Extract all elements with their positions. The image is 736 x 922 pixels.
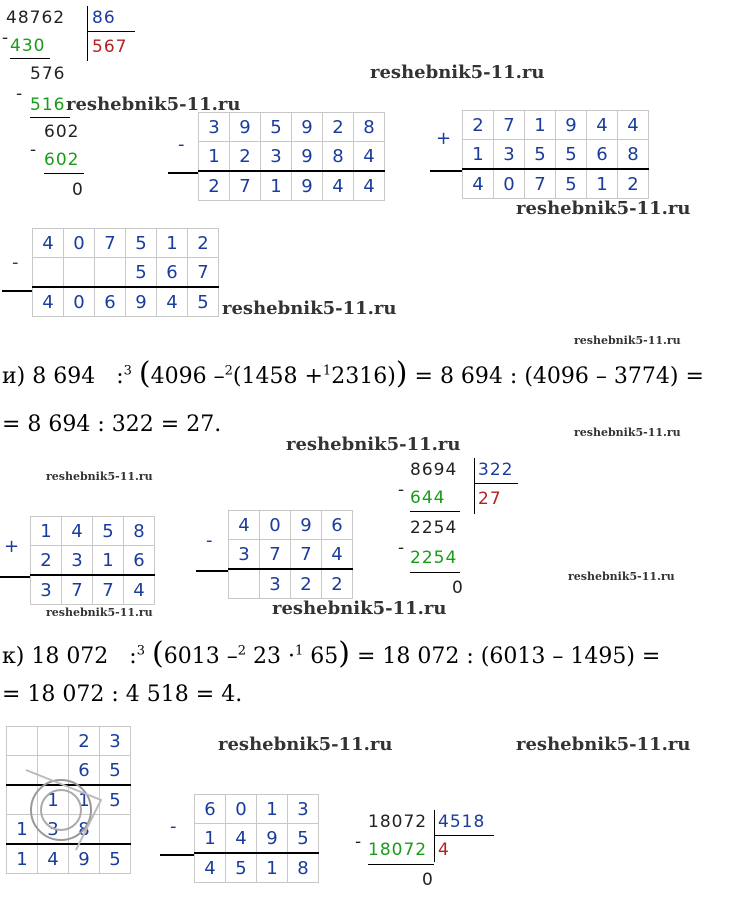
digit: 0 (260, 511, 291, 540)
digit: 2 (618, 169, 649, 199)
digit: 9 (292, 171, 323, 201)
operator: : (129, 644, 137, 669)
paren: ) (338, 636, 350, 671)
digit: 0 (226, 795, 257, 824)
digit: 3 (229, 540, 260, 570)
order-number: 2 (224, 363, 233, 379)
order-number: 3 (123, 363, 132, 379)
rule (168, 172, 198, 174)
digit: 8 (288, 853, 319, 883)
divisor: 86 (92, 8, 116, 28)
digit: 4 (323, 171, 354, 201)
digit: 1 (257, 853, 288, 883)
digit: 1 (195, 824, 226, 854)
digit: 4 (587, 111, 618, 140)
final-remainder: 0 (452, 578, 464, 598)
digit: 2 (323, 113, 354, 142)
digit (229, 569, 260, 599)
digit: 0 (494, 169, 525, 199)
division-bar-vertical (87, 6, 88, 61)
rule (430, 170, 462, 172)
digit: 1 (31, 517, 62, 546)
paren: ( (232, 364, 242, 389)
digit: 6 (69, 756, 100, 786)
digit: 9 (257, 824, 288, 854)
digit: 4 (229, 511, 260, 540)
digit: 4 (322, 540, 353, 570)
watermark: reshebnik5-11.ru (66, 94, 241, 115)
digit: 7 (188, 258, 219, 288)
watermark: reshebnik5-11.ru (272, 598, 447, 619)
digit: 2 (188, 229, 219, 258)
digit (33, 258, 64, 288)
digit: 1 (587, 169, 618, 199)
column-subtraction-2 (32, 228, 219, 317)
rule (0, 576, 30, 578)
watermark: reshebnik5-11.ru (370, 62, 545, 83)
digit: 3 (31, 575, 62, 605)
digit: 1 (38, 785, 69, 815)
digit: 4 (226, 824, 257, 854)
digit: 5 (226, 853, 257, 883)
column-addition-2 (30, 516, 155, 605)
digit: 0 (64, 229, 95, 258)
digit: 4 (618, 111, 649, 140)
digit: 4 (33, 287, 64, 317)
subtrahend-2: 2254 (410, 548, 458, 568)
eq-label: и) 8 694 (2, 364, 96, 389)
watermark: reshebnik5-11.ru (574, 426, 681, 439)
digit: 5 (525, 140, 556, 170)
operator: : (116, 364, 124, 389)
final-remainder: 0 (72, 180, 84, 200)
minus-sign: - (12, 252, 19, 273)
digit: 9 (556, 111, 587, 140)
dividend: 8694 (410, 460, 458, 480)
digit: 3 (38, 815, 69, 845)
watermark: reshebnik5-11.ru (46, 606, 153, 619)
digit: 1 (7, 844, 38, 874)
minus-sign: - (170, 816, 177, 837)
watermark: reshebnik5-11.ru (286, 434, 461, 455)
order-number: 1 (322, 363, 332, 379)
digit: 9 (69, 844, 100, 874)
digit: 5 (556, 140, 587, 170)
digit (64, 258, 95, 288)
digit: 4 (354, 171, 385, 201)
order-number: 2 (237, 643, 246, 659)
digit: 5 (100, 756, 131, 786)
digit: 7 (494, 111, 525, 140)
digit: 8 (618, 140, 649, 170)
digit: 3 (288, 795, 319, 824)
paren: ) (395, 356, 408, 391)
divisor: 4518 (438, 812, 486, 832)
digit: 4 (354, 142, 385, 172)
digit: 4 (124, 575, 155, 605)
digit: 3 (199, 113, 230, 142)
watermark: reshebnik5-11.ru (218, 734, 393, 755)
digit: 3 (62, 546, 93, 576)
paren: ) (387, 364, 396, 389)
paren: ( (152, 636, 164, 671)
column-subtraction-3 (228, 510, 353, 599)
final-remainder: 0 (422, 870, 434, 890)
digit: 3 (260, 569, 291, 599)
digit: 9 (291, 511, 322, 540)
quotient: 4 (438, 840, 450, 860)
dividend: 18072 (368, 812, 428, 832)
digit: 6 (95, 287, 126, 317)
rule (410, 511, 460, 512)
digit: 1 (261, 171, 292, 201)
rule (410, 572, 460, 573)
digit: 1 (157, 229, 188, 258)
rule (368, 864, 434, 865)
subtrahend-2: 516 (30, 95, 66, 115)
digit: 6 (157, 258, 188, 288)
digit: 4 (38, 844, 69, 874)
digit: 8 (354, 113, 385, 142)
minus-sign: - (30, 140, 38, 160)
digit: 7 (95, 229, 126, 258)
digit: 7 (525, 169, 556, 199)
digit: 2 (463, 111, 494, 140)
digit: 5 (100, 844, 131, 874)
subtrahend-1: 430 (10, 36, 46, 56)
rule (30, 117, 70, 118)
order-number: 3 (136, 643, 145, 659)
watermark-stamp-icon (6, 730, 136, 880)
digit (95, 258, 126, 288)
subtrahend-1: 644 (410, 488, 446, 508)
watermark: reshebnik5-11.ru (574, 334, 681, 347)
digit: 1 (93, 546, 124, 576)
digit: 5 (126, 229, 157, 258)
digit: 5 (126, 258, 157, 288)
rule (434, 810, 435, 862)
digit: 5 (188, 287, 219, 317)
rule (10, 58, 50, 59)
digit: 9 (126, 287, 157, 317)
column-subtraction-1 (198, 112, 385, 201)
digit: 5 (288, 824, 319, 854)
subtrahend-3: 602 (44, 150, 80, 170)
rule (2, 290, 32, 292)
plus-sign: + (436, 128, 452, 149)
digit: 4 (463, 169, 494, 199)
digit: 4 (62, 517, 93, 546)
watermark: reshebnik5-11.ru (222, 298, 397, 319)
equation-k-line1 (2, 636, 660, 671)
column-subtraction-4 (194, 794, 319, 883)
quotient: 27 (478, 489, 502, 509)
digit: 7 (291, 540, 322, 570)
digit: 4 (33, 229, 64, 258)
rule (474, 483, 518, 484)
digit: 3 (494, 140, 525, 170)
digit: 6 (124, 546, 155, 576)
paren: ( (138, 356, 151, 391)
eq-label: к) 18 072 (2, 644, 109, 669)
column-addition-1 (462, 110, 649, 199)
digit: 9 (292, 113, 323, 142)
digit: 7 (230, 171, 261, 201)
term: 6013 – (163, 644, 238, 669)
remainder-1: 576 (30, 64, 66, 84)
digit: 5 (93, 517, 124, 546)
digit: 7 (260, 540, 291, 570)
watermark: reshebnik5-11.ru (516, 198, 691, 219)
minus-sign: - (398, 538, 406, 558)
digit: 1 (69, 785, 100, 815)
term: 2316 (331, 364, 388, 389)
digit: 1 (257, 795, 288, 824)
digit: 0 (64, 287, 95, 317)
dividend: 48762 (6, 8, 66, 28)
minus-sign: - (206, 530, 213, 551)
digit: 4 (157, 287, 188, 317)
digit: 6 (195, 795, 226, 824)
minus-sign: - (2, 28, 10, 48)
rule (196, 570, 228, 572)
digit: 5 (261, 113, 292, 142)
digit: 6 (322, 511, 353, 540)
term: 4096 – (150, 364, 225, 389)
digit: 7 (93, 575, 124, 605)
digit: 1 (7, 815, 38, 845)
digit: 9 (292, 142, 323, 172)
subtrahend-1: 18072 (368, 840, 428, 860)
rule (434, 835, 494, 836)
term: 1458 + (241, 364, 323, 389)
digit: 6 (587, 140, 618, 170)
term: 23 · (252, 644, 295, 669)
minus-sign: - (16, 84, 24, 104)
plus-sign: + (4, 536, 20, 557)
eq-rest: = 8 694 : (4096 – 3774) = (414, 364, 704, 389)
equation-i-line2: = 8 694 : 322 = 27. (2, 412, 222, 437)
digit: 5 (556, 169, 587, 199)
digit: 2 (322, 569, 353, 599)
digit: 2 (69, 727, 100, 756)
digit: 2 (230, 142, 261, 172)
remainder-1: 2254 (410, 518, 458, 538)
digit: 1 (199, 142, 230, 172)
rule (44, 173, 84, 174)
digit: 7 (62, 575, 93, 605)
digit: 1 (463, 140, 494, 170)
digit: 3 (100, 727, 131, 756)
rule (474, 458, 475, 514)
minus-sign: - (178, 134, 185, 155)
watermark: reshebnik5-11.ru (516, 734, 691, 755)
eq-rest: = 18 072 : (6013 – 1495) = (356, 644, 661, 669)
digit: 2 (291, 569, 322, 599)
minus-sign: - (355, 832, 363, 852)
digit: 8 (69, 815, 100, 845)
watermark: reshebnik5-11.ru (568, 570, 675, 583)
remainder-2: 602 (44, 122, 80, 142)
equation-i-line1 (2, 356, 704, 391)
digit: 1 (525, 111, 556, 140)
term: 65 (310, 644, 339, 669)
watermark: reshebnik5-11.ru (46, 470, 153, 483)
digit: 2 (199, 171, 230, 201)
digit: 2 (31, 546, 62, 576)
digit: 8 (124, 517, 155, 546)
digit: 8 (323, 142, 354, 172)
digit: 5 (100, 785, 131, 815)
divisor: 322 (478, 460, 514, 480)
quotient: 567 (92, 37, 128, 57)
digit: 4 (195, 853, 226, 883)
digit: 3 (261, 142, 292, 172)
minus-sign: - (398, 480, 406, 500)
digit: 9 (230, 113, 261, 142)
order-number: 1 (294, 643, 304, 659)
division-bar-horizontal (87, 31, 135, 32)
equation-k-line2: = 18 072 : 4 518 = 4. (2, 682, 243, 707)
rule (160, 854, 194, 856)
